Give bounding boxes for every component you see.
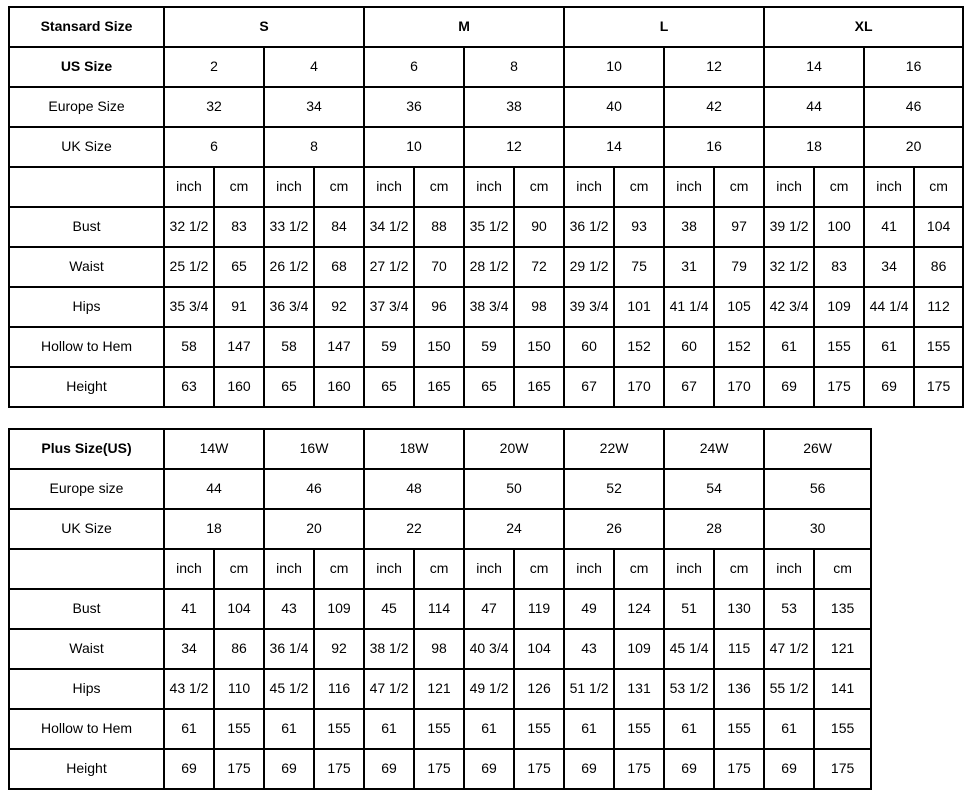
us-size-value: 10 <box>564 47 664 87</box>
hips-value: 53 1/2 <box>664 669 714 709</box>
unit-cell: inch <box>864 167 914 207</box>
uk-size-value: 10 <box>364 127 464 167</box>
height-value: 67 <box>564 367 614 407</box>
hollow-to-hem-value: 155 <box>614 709 664 749</box>
bust-value: 34 1/2 <box>364 207 414 247</box>
uk-size-value: 22 <box>364 509 464 549</box>
europe-size-value: 48 <box>364 469 464 509</box>
hollow-to-hem-value: 155 <box>414 709 464 749</box>
table-row-plus-units <box>9 549 871 589</box>
uk-size-value: 8 <box>264 127 364 167</box>
hips-value: 55 1/2 <box>764 669 814 709</box>
hips-value: 109 <box>814 287 864 327</box>
bust-value: 53 <box>764 589 814 629</box>
hollow-to-hem-value: 61 <box>664 709 714 749</box>
waist-value: 25 1/2 <box>164 247 214 287</box>
hollow-to-hem-value: 61 <box>264 709 314 749</box>
europe-size-value: 44 <box>764 87 864 127</box>
unit-cell: cm <box>514 167 564 207</box>
waist-value: 34 <box>864 247 914 287</box>
europe-size-value: 34 <box>264 87 364 127</box>
table-row-plus-hollow-to-hem <box>9 709 871 749</box>
standard-size-table-container <box>8 6 962 408</box>
row-label-standard-size: Stansard Size <box>9 7 164 47</box>
uk-size-value: 26 <box>564 509 664 549</box>
europe-size-value: 54 <box>664 469 764 509</box>
waist-value: 47 1/2 <box>764 629 814 669</box>
height-value: 175 <box>814 749 871 789</box>
waist-value: 34 <box>164 629 214 669</box>
height-value: 69 <box>164 749 214 789</box>
hollow-to-hem-value: 61 <box>564 709 614 749</box>
hollow-to-hem-value: 60 <box>564 327 614 367</box>
waist-value: 70 <box>414 247 464 287</box>
hollow-to-hem-value: 147 <box>214 327 264 367</box>
bust-value: 33 1/2 <box>264 207 314 247</box>
plus-size-value: 26W <box>764 429 871 469</box>
plus-size-value: 24W <box>664 429 764 469</box>
hips-value: 35 3/4 <box>164 287 214 327</box>
hollow-to-hem-value: 58 <box>264 327 314 367</box>
waist-value: 28 1/2 <box>464 247 514 287</box>
unit-cell: cm <box>314 167 364 207</box>
row-label-europe-size: Europe size <box>9 469 164 509</box>
waist-value: 31 <box>664 247 714 287</box>
hips-value: 116 <box>314 669 364 709</box>
hips-value: 51 1/2 <box>564 669 614 709</box>
bust-value: 84 <box>314 207 364 247</box>
bust-value: 47 <box>464 589 514 629</box>
row-label-units <box>9 549 164 589</box>
unit-cell: inch <box>464 167 514 207</box>
hollow-to-hem-value: 155 <box>914 327 963 367</box>
waist-value: 40 3/4 <box>464 629 514 669</box>
uk-size-value: 16 <box>664 127 764 167</box>
table-row-bust <box>9 207 963 247</box>
unit-cell: cm <box>414 549 464 589</box>
hollow-to-hem-value: 61 <box>364 709 414 749</box>
bust-value: 100 <box>814 207 864 247</box>
size-group-s: S <box>164 7 364 47</box>
unit-cell: inch <box>364 167 414 207</box>
bust-value: 39 1/2 <box>764 207 814 247</box>
hips-value: 39 3/4 <box>564 287 614 327</box>
height-value: 65 <box>464 367 514 407</box>
unit-cell: inch <box>164 549 214 589</box>
waist-value: 104 <box>514 629 564 669</box>
bust-value: 83 <box>214 207 264 247</box>
table-row-europe-size <box>9 87 963 127</box>
hips-value: 41 1/4 <box>664 287 714 327</box>
waist-value: 43 <box>564 629 614 669</box>
hollow-to-hem-value: 61 <box>764 709 814 749</box>
hollow-to-hem-value: 59 <box>364 327 414 367</box>
table-row-units <box>9 167 963 207</box>
waist-value: 27 1/2 <box>364 247 414 287</box>
unit-cell: cm <box>214 549 264 589</box>
europe-size-value: 42 <box>664 87 764 127</box>
us-size-value: 14 <box>764 47 864 87</box>
plus-size-table <box>8 428 872 790</box>
height-value: 65 <box>364 367 414 407</box>
row-label-us-size: US Size <box>9 47 164 87</box>
waist-value: 45 1/4 <box>664 629 714 669</box>
table-row-plus-europe-size <box>9 469 871 509</box>
table-row-plus-height <box>9 749 871 789</box>
europe-size-value: 38 <box>464 87 564 127</box>
plus-size-value: 20W <box>464 429 564 469</box>
waist-value: 115 <box>714 629 764 669</box>
hips-value: 126 <box>514 669 564 709</box>
bust-value: 97 <box>714 207 764 247</box>
hips-value: 98 <box>514 287 564 327</box>
hollow-to-hem-value: 61 <box>464 709 514 749</box>
waist-value: 65 <box>214 247 264 287</box>
waist-value: 79 <box>714 247 764 287</box>
bust-value: 93 <box>614 207 664 247</box>
hips-value: 44 1/4 <box>864 287 914 327</box>
uk-size-value: 14 <box>564 127 664 167</box>
waist-value: 32 1/2 <box>764 247 814 287</box>
row-label-hips: Hips <box>9 669 164 709</box>
unit-cell: inch <box>564 167 614 207</box>
us-size-value: 16 <box>864 47 963 87</box>
unit-cell: cm <box>714 549 764 589</box>
row-label-europe-size: Europe Size <box>9 87 164 127</box>
hollow-to-hem-value: 155 <box>214 709 264 749</box>
unit-cell: cm <box>514 549 564 589</box>
height-value: 69 <box>764 367 814 407</box>
height-value: 69 <box>264 749 314 789</box>
waist-value: 29 1/2 <box>564 247 614 287</box>
waist-value: 121 <box>814 629 871 669</box>
height-value: 175 <box>314 749 364 789</box>
waist-value: 68 <box>314 247 364 287</box>
uk-size-value: 18 <box>764 127 864 167</box>
hips-value: 131 <box>614 669 664 709</box>
unit-cell: inch <box>564 549 614 589</box>
bust-value: 38 <box>664 207 714 247</box>
bust-value: 104 <box>214 589 264 629</box>
row-label-uk-size: UK Size <box>9 509 164 549</box>
row-label-plus-size: Plus Size(US) <box>9 429 164 469</box>
waist-value: 72 <box>514 247 564 287</box>
unit-cell: cm <box>914 167 963 207</box>
hips-value: 112 <box>914 287 963 327</box>
height-value: 175 <box>414 749 464 789</box>
bust-value: 32 1/2 <box>164 207 214 247</box>
us-size-value: 8 <box>464 47 564 87</box>
uk-size-value: 12 <box>464 127 564 167</box>
unit-cell: inch <box>664 167 714 207</box>
row-label-hollow-to-hem: Hollow to Hem <box>9 327 164 367</box>
hollow-to-hem-value: 155 <box>814 327 864 367</box>
waist-value: 75 <box>614 247 664 287</box>
us-size-value: 12 <box>664 47 764 87</box>
row-label-hips: Hips <box>9 287 164 327</box>
uk-size-value: 20 <box>264 509 364 549</box>
bust-value: 90 <box>514 207 564 247</box>
hips-value: 96 <box>414 287 464 327</box>
bust-value: 43 <box>264 589 314 629</box>
height-value: 170 <box>714 367 764 407</box>
table-row-plus-uk-size <box>9 509 871 549</box>
plus-size-value: 18W <box>364 429 464 469</box>
hollow-to-hem-value: 147 <box>314 327 364 367</box>
europe-size-value: 32 <box>164 87 264 127</box>
bust-value: 88 <box>414 207 464 247</box>
europe-size-value: 36 <box>364 87 464 127</box>
bust-value: 135 <box>814 589 871 629</box>
hips-value: 45 1/2 <box>264 669 314 709</box>
height-value: 175 <box>714 749 764 789</box>
row-label-units <box>9 167 164 207</box>
height-value: 69 <box>664 749 714 789</box>
europe-size-value: 44 <box>164 469 264 509</box>
row-label-waist: Waist <box>9 247 164 287</box>
plus-size-table-container <box>8 428 962 790</box>
uk-size-value: 30 <box>764 509 871 549</box>
plus-size-value: 14W <box>164 429 264 469</box>
unit-cell: cm <box>414 167 464 207</box>
table-row-waist <box>9 247 963 287</box>
height-value: 69 <box>364 749 414 789</box>
hips-value: 121 <box>414 669 464 709</box>
us-size-value: 2 <box>164 47 264 87</box>
bust-value: 124 <box>614 589 664 629</box>
hollow-to-hem-value: 60 <box>664 327 714 367</box>
table-row-plus-waist <box>9 629 871 669</box>
europe-size-value: 46 <box>264 469 364 509</box>
height-value: 165 <box>514 367 564 407</box>
height-value: 170 <box>614 367 664 407</box>
row-label-uk-size: UK Size <box>9 127 164 167</box>
bust-value: 49 <box>564 589 614 629</box>
row-label-height: Height <box>9 749 164 789</box>
bust-value: 36 1/2 <box>564 207 614 247</box>
hips-value: 43 1/2 <box>164 669 214 709</box>
unit-cell: inch <box>264 549 314 589</box>
hollow-to-hem-value: 150 <box>514 327 564 367</box>
unit-cell: cm <box>814 549 871 589</box>
height-value: 67 <box>664 367 714 407</box>
bust-value: 35 1/2 <box>464 207 514 247</box>
unit-cell: inch <box>764 549 814 589</box>
bust-value: 45 <box>364 589 414 629</box>
unit-cell: cm <box>214 167 264 207</box>
table-row-standard-size <box>9 7 963 47</box>
uk-size-value: 6 <box>164 127 264 167</box>
height-value: 69 <box>864 367 914 407</box>
table-row-height <box>9 367 963 407</box>
size-group-m: M <box>364 7 564 47</box>
table-row-plus-hips <box>9 669 871 709</box>
hips-value: 91 <box>214 287 264 327</box>
unit-cell: cm <box>814 167 864 207</box>
waist-value: 86 <box>914 247 963 287</box>
height-value: 160 <box>214 367 264 407</box>
height-value: 175 <box>914 367 963 407</box>
row-label-bust: Bust <box>9 207 164 247</box>
hips-value: 47 1/2 <box>364 669 414 709</box>
unit-cell: inch <box>664 549 714 589</box>
waist-value: 98 <box>414 629 464 669</box>
uk-size-value: 28 <box>664 509 764 549</box>
standard-size-table <box>8 6 964 408</box>
hips-value: 38 3/4 <box>464 287 514 327</box>
bust-value: 130 <box>714 589 764 629</box>
size-group-l: L <box>564 7 764 47</box>
europe-size-value: 50 <box>464 469 564 509</box>
hollow-to-hem-value: 58 <box>164 327 214 367</box>
hollow-to-hem-value: 61 <box>864 327 914 367</box>
unit-cell: inch <box>164 167 214 207</box>
hips-value: 37 3/4 <box>364 287 414 327</box>
europe-size-value: 46 <box>864 87 963 127</box>
row-label-hollow-to-hem: Hollow to Hem <box>9 709 164 749</box>
us-size-value: 6 <box>364 47 464 87</box>
hollow-to-hem-value: 155 <box>814 709 871 749</box>
height-value: 69 <box>764 749 814 789</box>
height-value: 160 <box>314 367 364 407</box>
hollow-to-hem-value: 61 <box>164 709 214 749</box>
unit-cell: cm <box>614 167 664 207</box>
hollow-to-hem-value: 152 <box>614 327 664 367</box>
row-label-bust: Bust <box>9 589 164 629</box>
table-row-plus-bust <box>9 589 871 629</box>
height-value: 69 <box>564 749 614 789</box>
table-row-plus-size <box>9 429 871 469</box>
row-label-height: Height <box>9 367 164 407</box>
height-value: 175 <box>614 749 664 789</box>
plus-size-value: 16W <box>264 429 364 469</box>
bust-value: 51 <box>664 589 714 629</box>
unit-cell: inch <box>364 549 414 589</box>
size-group-xl: XL <box>764 7 963 47</box>
hollow-to-hem-value: 155 <box>514 709 564 749</box>
hips-value: 42 3/4 <box>764 287 814 327</box>
uk-size-value: 24 <box>464 509 564 549</box>
hips-value: 36 3/4 <box>264 287 314 327</box>
waist-value: 86 <box>214 629 264 669</box>
europe-size-value: 56 <box>764 469 871 509</box>
table-row-hollow-to-hem <box>9 327 963 367</box>
bust-value: 119 <box>514 589 564 629</box>
unit-cell: cm <box>614 549 664 589</box>
height-value: 69 <box>464 749 514 789</box>
table-row-uk-size <box>9 127 963 167</box>
europe-size-value: 40 <box>564 87 664 127</box>
height-value: 175 <box>514 749 564 789</box>
hollow-to-hem-value: 155 <box>314 709 364 749</box>
hips-value: 110 <box>214 669 264 709</box>
hips-value: 49 1/2 <box>464 669 514 709</box>
bust-value: 41 <box>164 589 214 629</box>
table-row-us-size <box>9 47 963 87</box>
hips-value: 136 <box>714 669 764 709</box>
bust-value: 109 <box>314 589 364 629</box>
uk-size-value: 18 <box>164 509 264 549</box>
unit-cell: inch <box>264 167 314 207</box>
waist-value: 83 <box>814 247 864 287</box>
height-value: 175 <box>814 367 864 407</box>
unit-cell: cm <box>314 549 364 589</box>
unit-cell: cm <box>714 167 764 207</box>
hollow-to-hem-value: 150 <box>414 327 464 367</box>
waist-value: 38 1/2 <box>364 629 414 669</box>
table-row-hips <box>9 287 963 327</box>
height-value: 165 <box>414 367 464 407</box>
height-value: 175 <box>214 749 264 789</box>
waist-value: 26 1/2 <box>264 247 314 287</box>
waist-value: 109 <box>614 629 664 669</box>
bust-value: 41 <box>864 207 914 247</box>
hips-value: 92 <box>314 287 364 327</box>
hips-value: 101 <box>614 287 664 327</box>
hips-value: 141 <box>814 669 871 709</box>
uk-size-value: 20 <box>864 127 963 167</box>
row-label-waist: Waist <box>9 629 164 669</box>
plus-size-value: 22W <box>564 429 664 469</box>
height-value: 65 <box>264 367 314 407</box>
bust-value: 104 <box>914 207 963 247</box>
waist-value: 36 1/4 <box>264 629 314 669</box>
unit-cell: inch <box>464 549 514 589</box>
hollow-to-hem-value: 59 <box>464 327 514 367</box>
height-value: 63 <box>164 367 214 407</box>
hollow-to-hem-value: 61 <box>764 327 814 367</box>
bust-value: 114 <box>414 589 464 629</box>
hollow-to-hem-value: 155 <box>714 709 764 749</box>
hips-value: 105 <box>714 287 764 327</box>
europe-size-value: 52 <box>564 469 664 509</box>
waist-value: 92 <box>314 629 364 669</box>
hollow-to-hem-value: 152 <box>714 327 764 367</box>
us-size-value: 4 <box>264 47 364 87</box>
unit-cell: inch <box>764 167 814 207</box>
